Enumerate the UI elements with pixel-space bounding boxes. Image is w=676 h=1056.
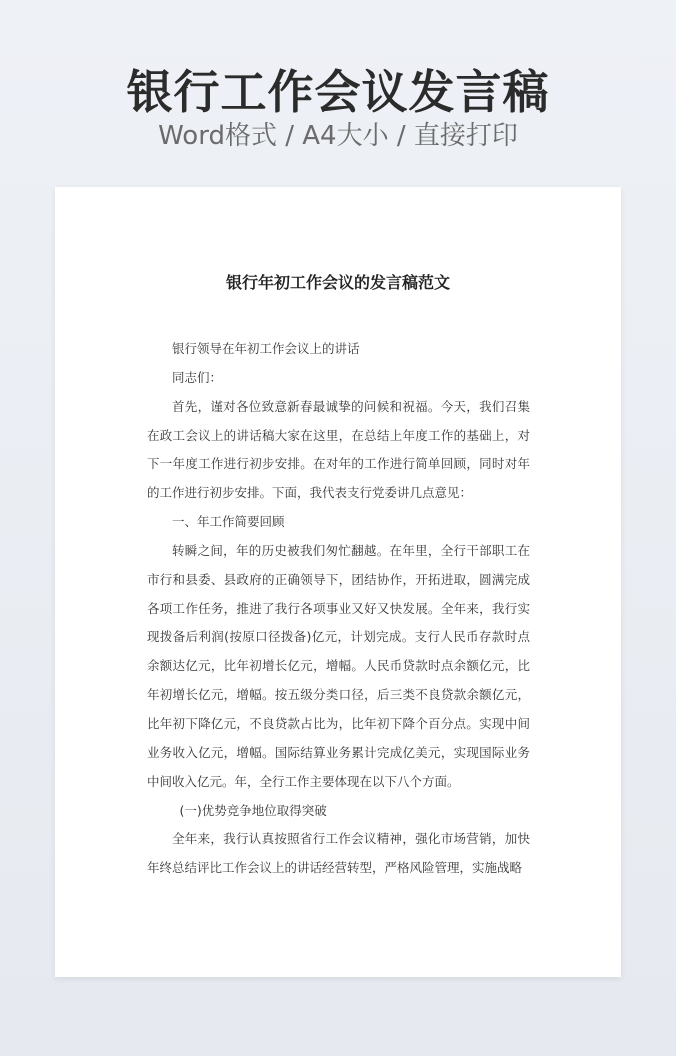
document-body bbox=[147, 335, 530, 883]
document-title: 银行年初工作会议的发言稿范文 bbox=[225, 273, 450, 292]
document-subsection-heading: (一)优势竞争地位取得突破 bbox=[179, 802, 327, 818]
page-header bbox=[0, 0, 676, 180]
document-section-heading: 一、年工作简要回顾 bbox=[172, 514, 285, 530]
document-paragraph: 首先，谨对各位致意新春最诚挚的问候和祝福。今天，我们召集在政工会议上的讲话稿大家在这里，在总结上年度工作的基础上，对下一年度工作进行初步安排。在对年的工作进行简单回顾，同时对年的工作进行初步安排。下面，我代表支行党委讲几点意见： bbox=[147, 398, 530, 501]
document-paragraph: 银行领导在年初工作会议上的讲话 bbox=[172, 341, 360, 356]
document-paragraph: 转瞬之间，年的历史被我们匆忙翻越。在年里，全行干部职工在市行和县委、县政府的正确领导下，团结协作，开拓进取，圆满完成各项工作任务，推进了我行各项事业又好又快发展。全年来，我行实现拨备后利润(按原口径拨备)亿元，计划完成。支行人民币存款时点余额达亿元，比年初增长亿元，增幅。人民币贷款时点余额亿元，比年初增长亿元，增幅。按五级分类口径，后三类不良贷款余额亿元，比年初下降亿元，不良贷款占比为，比年初下降个百分点。实现中间业务收入亿元，增幅。国际结算业务累计完成亿美元，实现国际业务中间收入亿元。年，全行工作主要体现在以下八个方面。 bbox=[147, 542, 530, 789]
page-subtitle: Word格式 / A4大小 / 直接打印 bbox=[158, 121, 518, 151]
page-title: 银行工作会议发言稿 bbox=[126, 65, 550, 119]
document-paragraph: 同志们： bbox=[172, 369, 223, 385]
document-paragraph: 全年来，我行认真按照省行工作会议精神，强化市场营销，加快年终总结评比工作会议上的讲话经营转型，严格风险管理，实施战略 bbox=[147, 831, 530, 876]
